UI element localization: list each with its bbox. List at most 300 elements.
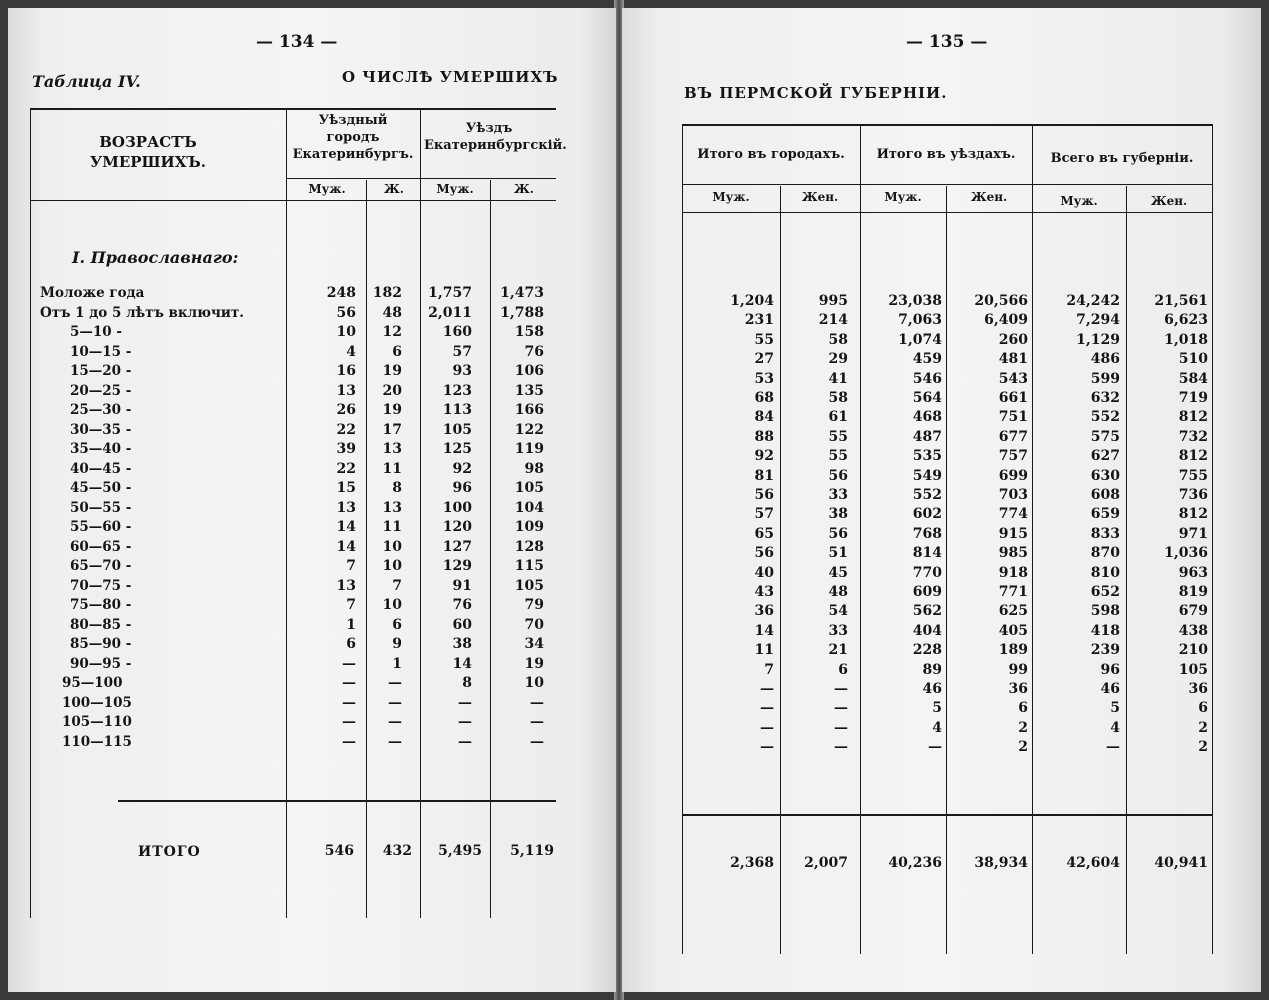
age-row-label: Отъ 1 до 5 лѣтъ включит. [40, 304, 244, 321]
cell-city-m: 14 [336, 519, 356, 535]
cell-city-m: — [342, 714, 356, 730]
cell-city-f: — [388, 675, 402, 691]
cell-prov-f: 2 [1198, 739, 1208, 756]
cell-dist-f: 2 [1018, 719, 1028, 736]
col-divider-province [1032, 124, 1033, 954]
header-bottom-rule-right [682, 212, 1212, 213]
cell-dist-m: 404 [912, 622, 942, 639]
cell-towns-f: 56 [828, 525, 848, 542]
total-city-f: 432 [382, 843, 412, 859]
cell-dist-f: 79 [524, 597, 544, 613]
table-right-border [1212, 124, 1213, 954]
cell-dist-m: 459 [912, 351, 942, 368]
cell-city-f: — [388, 733, 402, 750]
cell-towns-f: 45 [828, 564, 848, 581]
cell-dist-m: 609 [912, 584, 942, 600]
cell-dist-m: 57 [452, 343, 472, 360]
header-province-m: Муж. [1060, 194, 1098, 208]
cell-city-m: 248 [326, 285, 356, 301]
cell-dist-m: 2,011 [428, 304, 472, 321]
cell-dist-f: 189 [998, 642, 1028, 659]
cell-dist-m: 105 [442, 421, 472, 438]
age-row-label: 40—45 - [70, 460, 132, 477]
age-row-label: 70—75 - [70, 577, 132, 594]
cell-prov-m: 870 [1090, 545, 1120, 562]
cell-prov-m: 1,129 [1076, 331, 1120, 348]
cell-dist-f: 76 [524, 343, 544, 360]
cell-dist-f: 6,409 [984, 312, 1028, 329]
cell-prov-f: 21,561 [1154, 293, 1208, 309]
cell-city-f: 13 [382, 499, 402, 516]
cell-dist-m: 160 [442, 324, 472, 340]
header-bottom-rule [30, 200, 556, 201]
cell-city-m: 39 [336, 441, 356, 457]
cell-prov-m: 652 [1090, 584, 1120, 600]
cell-dist-f: 1,473 [500, 285, 544, 301]
cell-dist-m: 4 [932, 719, 942, 736]
header-districts: Итого въ уѣздахъ. [876, 147, 1016, 162]
total-districts-m: 40,236 [888, 855, 942, 871]
cell-city-m: 13 [336, 499, 356, 516]
cell-towns-m: 55 [754, 331, 774, 348]
age-row-label: 110—115 [62, 733, 132, 750]
cell-dist-m: 96 [452, 480, 472, 496]
cell-towns-m: 43 [754, 584, 774, 600]
cell-city-f: 20 [382, 382, 402, 399]
cell-towns-m: 40 [754, 564, 774, 581]
cell-towns-f: 6 [838, 661, 848, 678]
age-row-label: 20—25 - [70, 382, 132, 399]
header-towns: Итого въ городахъ. [697, 147, 845, 162]
cell-prov-m: 598 [1090, 603, 1120, 620]
cell-towns-m: 84 [754, 409, 774, 426]
header-towns-f: Жен. [801, 190, 839, 204]
cell-prov-f: 510 [1178, 351, 1208, 368]
cell-dist-f: 10 [524, 675, 544, 691]
cell-city-m: 16 [336, 363, 356, 379]
age-row-label: 5—10 - [70, 324, 122, 340]
cell-city-f: 9 [392, 636, 402, 652]
cell-towns-f: 995 [818, 293, 848, 309]
col-divider-districts [860, 124, 861, 954]
cell-dist-f: 2 [1018, 739, 1028, 756]
cell-towns-f: 29 [828, 351, 848, 368]
cell-dist-f: 158 [514, 324, 544, 340]
cell-dist-f: 661 [998, 390, 1028, 406]
cell-prov-m: 575 [1090, 428, 1120, 445]
cell-prov-f: 812 [1178, 448, 1208, 465]
total-towns-m: 2,368 [730, 855, 774, 871]
total-district-f: 5,119 [510, 843, 554, 859]
cell-dist-f: 677 [998, 428, 1028, 445]
cell-city-m: 13 [336, 577, 356, 594]
cell-dist-f: 99 [1008, 661, 1028, 678]
cell-prov-f: 812 [1178, 409, 1208, 426]
cell-prov-m: 4 [1110, 719, 1120, 736]
cell-prov-m: 552 [1090, 409, 1120, 426]
cell-city-m: 6 [346, 636, 356, 652]
cell-towns-f: 51 [828, 545, 848, 562]
cell-prov-f: 1,018 [1164, 331, 1208, 348]
cell-prov-m: 486 [1090, 351, 1120, 368]
cell-prov-m: 608 [1090, 487, 1120, 503]
cell-towns-f: 21 [828, 642, 848, 659]
cell-city-m: 22 [336, 421, 356, 438]
total-districts-f: 38,934 [974, 855, 1028, 871]
cell-prov-f: 1,036 [1164, 545, 1208, 562]
cell-dist-m: 546 [912, 370, 942, 387]
cell-prov-f: 963 [1178, 564, 1208, 581]
table-left-border-right [682, 124, 683, 954]
cell-prov-m: 599 [1090, 370, 1120, 387]
cell-dist-m: — [458, 694, 472, 711]
table-title-left: О ЧИСЛѢ УМЕРШИХЪ [342, 68, 559, 86]
cell-dist-f: 70 [524, 616, 544, 633]
cell-dist-m: 8 [462, 675, 472, 691]
cell-city-m: 4 [346, 343, 356, 360]
age-row-label: 105—110 [62, 714, 132, 730]
cell-towns-m: — [760, 739, 774, 756]
cell-towns-m: — [760, 719, 774, 736]
cell-towns-m: 14 [754, 622, 774, 639]
cell-city-f: 10 [382, 558, 402, 574]
header-district: Уѣздъ Екатеринбургскій. [424, 121, 567, 153]
age-row-label: 15—20 - [70, 363, 132, 379]
age-row-label: 80—85 - [70, 616, 132, 633]
total-province-m: 42,604 [1066, 855, 1120, 871]
cell-dist-m: 123 [442, 382, 472, 399]
cell-city-f: 19 [382, 402, 402, 418]
page-number-right: — 135 — [906, 32, 988, 52]
cell-city-m: — [342, 675, 356, 691]
cell-city-f: 12 [382, 324, 402, 340]
cell-dist-m: 93 [452, 363, 472, 379]
cell-dist-f: — [530, 733, 544, 750]
cell-city-m: — [342, 694, 356, 711]
cell-prov-m: 659 [1090, 506, 1120, 523]
cell-prov-f: 819 [1178, 584, 1208, 600]
cell-city-m: 7 [346, 558, 356, 574]
cell-towns-f: — [834, 739, 848, 756]
cell-towns-f: 33 [828, 622, 848, 639]
cell-dist-f: 260 [998, 331, 1028, 348]
cell-dist-m: 127 [442, 538, 472, 555]
cell-dist-m: 46 [922, 681, 942, 697]
cell-dist-m: 92 [452, 460, 472, 477]
total-province-f: 40,941 [1154, 855, 1208, 871]
cell-city-f: 19 [382, 363, 402, 379]
right-page [622, 8, 1261, 992]
table-title-right: ВЪ ПЕРМСКОЙ ГУБЕРНІИ. [684, 84, 948, 102]
header-districts-f: Жен. [970, 190, 1008, 204]
cell-dist-f: 543 [998, 370, 1028, 387]
cell-towns-f: 41 [828, 370, 848, 387]
cell-city-m: 15 [336, 480, 356, 496]
cell-towns-m: 11 [754, 642, 774, 659]
cell-dist-m: 535 [912, 448, 942, 465]
cell-towns-m: — [760, 700, 774, 717]
cell-dist-m: 14 [452, 655, 472, 672]
cell-dist-f: 128 [514, 538, 544, 555]
cell-city-f: 7 [392, 577, 402, 594]
total-label: ИТОГО [138, 844, 201, 860]
age-row-label: 35—40 - [70, 441, 132, 457]
cell-dist-f: 106 [514, 363, 544, 379]
cell-city-m: 56 [336, 304, 356, 321]
cell-city-f: 6 [392, 343, 402, 360]
cell-prov-m: 46 [1100, 681, 1120, 697]
cell-dist-m: 814 [912, 545, 942, 562]
cell-prov-f: 6,623 [1164, 312, 1208, 329]
cell-city-m: 1 [346, 616, 356, 633]
cell-dist-f: 98 [524, 460, 544, 477]
cell-prov-f: 755 [1178, 467, 1208, 484]
cell-towns-m: — [760, 681, 774, 697]
cell-dist-f: 166 [514, 402, 544, 418]
cell-dist-m: 7,063 [898, 312, 942, 329]
header-province: Всего въ губерніи. [1050, 151, 1194, 166]
age-row-label: 85—90 - [70, 636, 132, 652]
cell-towns-m: 231 [744, 312, 774, 329]
col-divider-districts-mf [946, 186, 947, 954]
total-district-m: 5,495 [438, 843, 482, 859]
cell-prov-f: 6 [1198, 700, 1208, 717]
header-top-rule-right [682, 124, 1212, 126]
cell-dist-m: 125 [442, 441, 472, 457]
total-towns-f: 2,007 [804, 855, 848, 871]
header-city-m: Муж. [308, 182, 346, 196]
cell-dist-m: 1,757 [428, 285, 472, 301]
cell-city-m: 14 [336, 538, 356, 555]
age-row-label: 45—50 - [70, 480, 132, 496]
age-row-label: 55—60 - [70, 519, 132, 535]
table-left-border [30, 108, 31, 918]
cell-dist-m: 562 [912, 603, 942, 620]
cell-dist-m: 602 [912, 506, 942, 523]
cell-dist-f: 985 [998, 545, 1028, 562]
age-row-label: 10—15 - [70, 343, 132, 360]
cell-prov-f: 679 [1178, 603, 1208, 620]
age-row-label: 30—35 - [70, 421, 132, 438]
cell-dist-m: 468 [912, 409, 942, 426]
cell-dist-f: 751 [998, 409, 1028, 426]
cell-prov-m: 7,294 [1076, 312, 1120, 329]
cell-prov-m: — [1106, 739, 1120, 756]
cell-prov-m: 833 [1090, 525, 1120, 542]
header-district-m: Муж. [436, 182, 474, 196]
cell-city-f: 8 [392, 480, 402, 496]
table-label: Таблица IV. [32, 72, 141, 91]
age-row-label: 90—95 - [70, 655, 132, 672]
header-city-f: Ж. [384, 182, 404, 196]
cell-city-m: 13 [336, 382, 356, 399]
cell-prov-f: 736 [1178, 487, 1208, 503]
cell-dist-m: 129 [442, 558, 472, 574]
cell-prov-f: 105 [1178, 661, 1208, 678]
cell-prov-f: 812 [1178, 506, 1208, 523]
cell-towns-f: 55 [828, 448, 848, 465]
cell-towns-m: 92 [754, 448, 774, 465]
cell-dist-f: 34 [524, 636, 544, 652]
cell-prov-f: 438 [1178, 622, 1208, 639]
cell-dist-m: 5 [932, 700, 942, 717]
cell-dist-f: 6 [1018, 700, 1028, 717]
cell-dist-m: 38 [452, 636, 472, 652]
cell-dist-f: — [530, 694, 544, 711]
cell-towns-m: 57 [754, 506, 774, 523]
cell-dist-m: 60 [452, 616, 472, 633]
cell-prov-m: 418 [1090, 622, 1120, 639]
cell-dist-f: 20,566 [974, 293, 1028, 309]
cell-dist-m: — [928, 739, 942, 756]
cell-dist-f: 915 [998, 525, 1028, 542]
cell-towns-m: 65 [754, 525, 774, 542]
cell-prov-m: 810 [1090, 564, 1120, 581]
cell-towns-m: 68 [754, 390, 774, 406]
age-row-label: 60—65 - [70, 538, 132, 555]
cell-city-f: 10 [382, 538, 402, 555]
page-number-left: — 134 — [256, 32, 338, 52]
cell-dist-f: 481 [998, 351, 1028, 368]
cell-dist-f: 757 [998, 448, 1028, 465]
cell-prov-f: 2 [1198, 719, 1208, 736]
age-row-label: 25—30 - [70, 402, 132, 418]
cell-dist-f: 19 [524, 655, 544, 672]
cell-towns-f: — [834, 681, 848, 697]
cell-towns-f: 54 [828, 603, 848, 620]
cell-prov-m: 630 [1090, 467, 1120, 484]
cell-city-f: 182 [372, 285, 402, 301]
cell-dist-f: 115 [514, 558, 544, 574]
cell-prov-f: 210 [1178, 642, 1208, 659]
cell-city-f: 11 [382, 519, 402, 535]
cell-prov-f: 971 [1178, 525, 1208, 542]
subheader-rule [286, 178, 556, 179]
cell-prov-f: 36 [1188, 681, 1208, 697]
cell-dist-f: 774 [998, 506, 1028, 523]
cell-dist-m: 770 [912, 564, 942, 581]
cell-dist-m: 23,038 [888, 293, 942, 309]
cell-dist-m: — [458, 733, 472, 750]
cell-towns-f: 48 [828, 584, 848, 600]
cell-dist-f: 105 [514, 577, 544, 594]
cell-city-f: — [388, 714, 402, 730]
cell-dist-f: 699 [998, 467, 1028, 484]
cell-towns-m: 88 [754, 428, 774, 445]
cell-city-f: 10 [382, 597, 402, 613]
cell-prov-m: 627 [1090, 448, 1120, 465]
cell-dist-m: 91 [452, 577, 472, 594]
cell-towns-f: 58 [828, 331, 848, 348]
cell-towns-f: 58 [828, 390, 848, 406]
cell-city-m: 22 [336, 460, 356, 477]
cell-towns-m: 56 [754, 545, 774, 562]
age-row-label: 75—80 - [70, 597, 132, 613]
cell-towns-f: 38 [828, 506, 848, 523]
cell-dist-m: 768 [912, 525, 942, 542]
total-rule-right [682, 814, 1212, 816]
header-province-f: Жен. [1150, 194, 1188, 208]
cell-towns-m: 81 [754, 467, 774, 484]
cell-dist-f: 104 [514, 499, 544, 516]
cell-towns-f: 214 [818, 312, 848, 329]
cell-dist-m: 120 [442, 519, 472, 535]
age-row-label: Моложе года [40, 285, 145, 301]
age-row-label: 65—70 - [70, 558, 132, 574]
cell-dist-m: 76 [452, 597, 472, 613]
cell-dist-f: 771 [998, 584, 1028, 600]
age-row-label: 50—55 - [70, 499, 132, 516]
cell-prov-f: 719 [1178, 390, 1208, 406]
cell-dist-m: 549 [912, 467, 942, 484]
total-city-m: 546 [324, 843, 354, 859]
cell-dist-f: 703 [998, 487, 1028, 503]
cell-prov-m: 96 [1100, 661, 1120, 678]
left-page [8, 8, 616, 992]
cell-dist-f: 109 [514, 519, 544, 535]
cell-dist-m: — [458, 714, 472, 730]
header-districts-m: Муж. [884, 190, 922, 204]
cell-towns-f: — [834, 719, 848, 736]
cell-prov-f: 584 [1178, 370, 1208, 387]
cell-city-f: 1 [392, 655, 402, 672]
header-towns-m: Муж. [712, 190, 750, 204]
cell-dist-m: 487 [912, 428, 942, 445]
cell-towns-f: 61 [828, 409, 848, 426]
cell-dist-f: — [530, 714, 544, 730]
header-age: ВОЗРАСТЪ УМЕРШИХЪ. [90, 133, 206, 171]
cell-prov-f: 732 [1178, 428, 1208, 445]
cell-dist-m: 1,074 [898, 331, 942, 348]
cell-dist-m: 100 [442, 499, 472, 516]
header-top-rule [30, 108, 556, 110]
cell-towns-f: 56 [828, 467, 848, 484]
cell-prov-m: 239 [1090, 642, 1120, 659]
cell-towns-m: 1,204 [730, 293, 774, 309]
cell-dist-m: 228 [912, 642, 942, 659]
cell-towns-m: 7 [764, 661, 774, 678]
cell-dist-f: 1,788 [500, 304, 544, 321]
cell-dist-f: 119 [514, 441, 544, 457]
cell-dist-f: 105 [514, 480, 544, 496]
cell-city-m: — [342, 733, 356, 750]
cell-dist-m: 552 [912, 487, 942, 503]
cell-city-f: 11 [382, 460, 402, 477]
cell-dist-f: 405 [998, 622, 1028, 639]
cell-dist-m: 564 [912, 390, 942, 406]
cell-dist-m: 113 [442, 402, 472, 418]
cell-city-f: 6 [392, 616, 402, 633]
subheader-rule-right [682, 184, 1212, 185]
cell-city-f: 17 [382, 421, 402, 438]
cell-dist-f: 36 [1008, 681, 1028, 697]
age-row-label: 95—100 [62, 675, 123, 691]
cell-city-m: 7 [346, 597, 356, 613]
section-heading: I. Православнаго: [72, 248, 239, 267]
col-divider-province-mf [1126, 186, 1127, 954]
cell-towns-f: 55 [828, 428, 848, 445]
cell-city-m: 26 [336, 402, 356, 418]
cell-prov-m: 5 [1110, 700, 1120, 717]
col-divider-towns-mf [780, 186, 781, 954]
cell-towns-f: 33 [828, 487, 848, 503]
age-row-label: 100—105 [62, 694, 132, 711]
cell-dist-f: 625 [998, 603, 1028, 620]
cell-dist-f: 122 [514, 421, 544, 438]
cell-city-f: — [388, 694, 402, 711]
cell-city-m: — [342, 655, 356, 672]
cell-prov-m: 632 [1090, 390, 1120, 406]
